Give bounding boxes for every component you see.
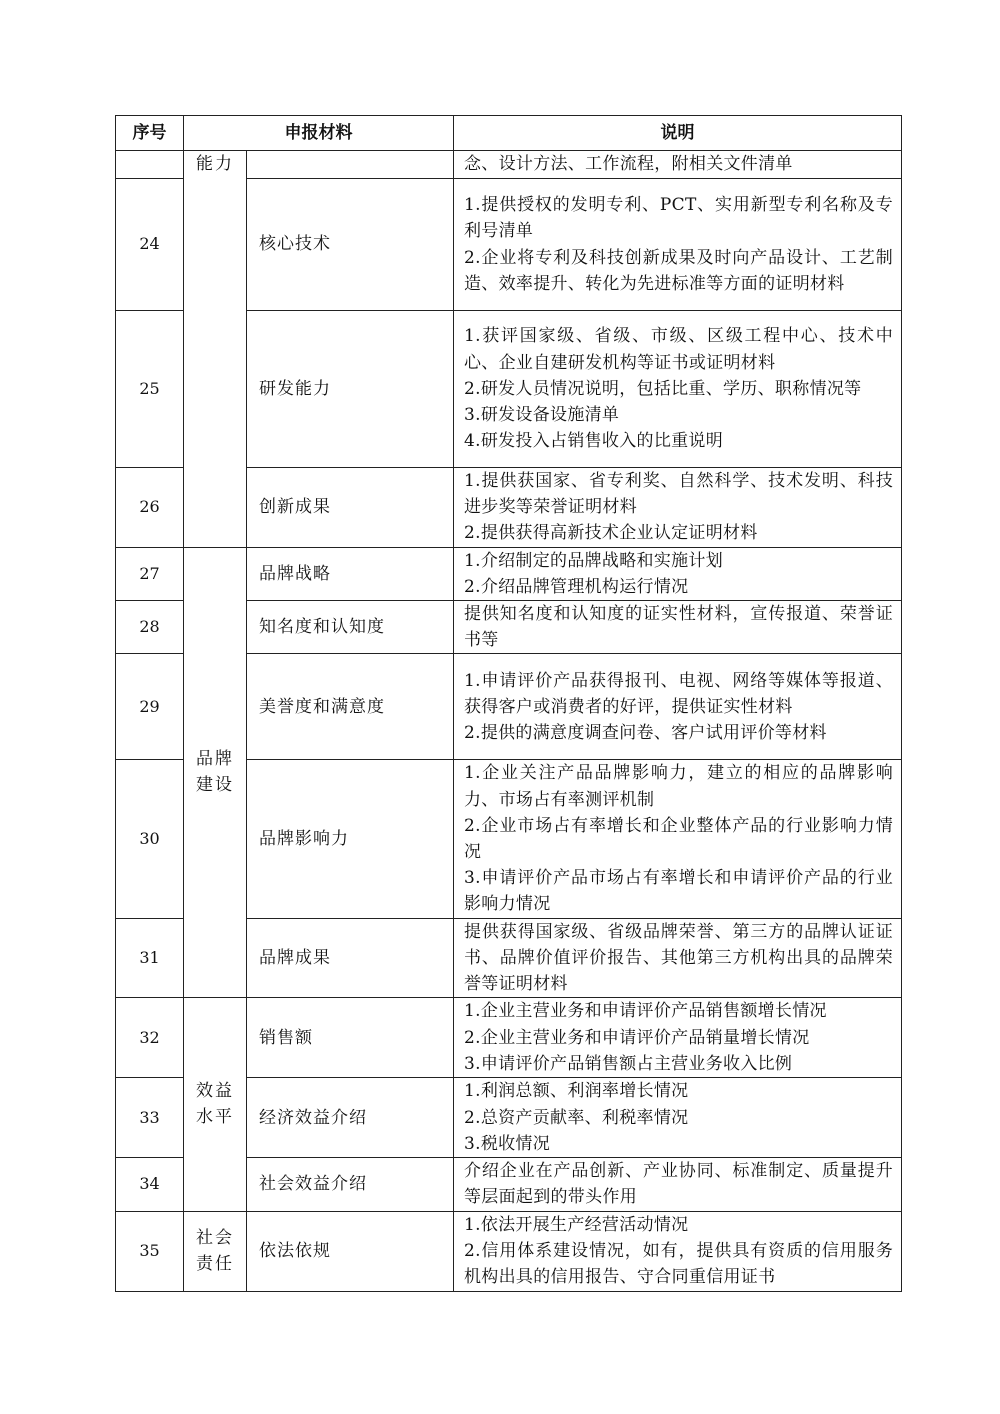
desc-line: 提供获得国家级、省级品牌荣誉、第三方的品牌认证证书、品牌价值评价报告、其他第三方机构出具的品牌荣誉等证明材料 xyxy=(464,921,893,995)
item-name: 经济效益介绍 xyxy=(247,1078,454,1158)
row-description xyxy=(454,179,902,311)
item-name: 美誉度和满意度 xyxy=(247,654,454,760)
desc-line: 2.提供获得高新技术企业认定证明材料 xyxy=(464,523,758,544)
desc-line: 1.申请评价产品获得报刊、电视、网络等媒体等报道、获得客户或消费者的好评，提供证实性材料 xyxy=(464,670,893,717)
header-desc: 说明 xyxy=(454,116,902,151)
row-number xyxy=(116,151,184,179)
category-brand: 品牌建设 xyxy=(184,547,247,998)
item-name: 社会效益介绍 xyxy=(247,1158,454,1211)
row-number: 32 xyxy=(116,998,184,1078)
row-description xyxy=(454,547,902,600)
desc-line: 2.总资产贡献率、利税率情况 xyxy=(464,1107,689,1128)
row-description xyxy=(454,1078,902,1158)
header-no: 序号 xyxy=(116,116,184,151)
desc-line: 1.依法开展生产经营活动情况 xyxy=(464,1214,689,1235)
item-name xyxy=(247,151,454,179)
row-number: 34 xyxy=(116,1158,184,1211)
item-name: 创新成果 xyxy=(247,468,454,548)
row-number: 26 xyxy=(116,468,184,548)
item-name: 销售额 xyxy=(247,998,454,1078)
row-number: 25 xyxy=(116,311,184,468)
table-row xyxy=(116,151,902,179)
row-number: 24 xyxy=(116,179,184,311)
row-description xyxy=(454,918,902,998)
row-description xyxy=(454,1158,902,1211)
desc-line: 3.税收情况 xyxy=(464,1133,551,1154)
desc-line: 1.企业关注产品品牌影响力，建立的相应的品牌影响力、市场占有率测评机制 xyxy=(464,763,893,810)
desc-line: 4.研发投入占销售收入的比重说明 xyxy=(464,431,724,452)
desc-line: 1.企业主营业务和申请评价产品销售额增长情况 xyxy=(464,1001,827,1022)
desc-line: 介绍企业在产品创新、产业协同、标准制定、质量提升等层面起到的带头作用 xyxy=(464,1161,893,1208)
row-number: 27 xyxy=(116,547,184,600)
row-number: 31 xyxy=(116,918,184,998)
item-name: 依法依规 xyxy=(247,1211,454,1291)
row-number: 35 xyxy=(116,1211,184,1291)
desc-line: 1.提供获国家、省专利奖、自然科学、技术发明、科技进步奖等荣誉证明材料 xyxy=(464,471,893,518)
row-description xyxy=(454,998,902,1078)
category-social: 社会责任 xyxy=(184,1211,247,1291)
application-materials-table xyxy=(115,115,902,1292)
desc-line: 1.介绍制定的品牌战略和实施计划 xyxy=(464,550,724,571)
desc-line: 1.获评国家级、省级、市级、区级工程中心、技术中心、企业自建研发机构等证书或证明材料 xyxy=(464,326,893,373)
desc-line: 念、设计方法、工作流程，附相关文件清单 xyxy=(464,154,793,175)
row-number: 33 xyxy=(116,1078,184,1158)
table-row xyxy=(116,1211,902,1291)
desc-line: 2.企业市场占有率增长和企业整体产品的行业影响力情况 xyxy=(464,815,893,863)
row-description xyxy=(454,601,902,654)
table-row xyxy=(116,547,902,600)
category-innovation xyxy=(184,151,247,548)
desc-line: 2.企业将专利及科技创新成果及时向产品设计、工艺制造、效率提升、转化为先进标准等方面的证明材料 xyxy=(464,247,893,294)
item-name: 品牌影响力 xyxy=(247,760,454,918)
desc-line: 2.信用体系建设情况，如有，提供具有资质的信用服务机构出具的信用报告、守合同重信用证书 xyxy=(464,1241,893,1288)
category-benefit: 效益水平 xyxy=(184,998,247,1211)
item-name: 品牌战略 xyxy=(247,547,454,600)
row-description xyxy=(454,151,902,179)
desc-line: 2.研发人员情况说明，包括比重、学历、职称情况等 xyxy=(464,378,862,399)
document-page xyxy=(115,115,901,1292)
item-name: 研发能力 xyxy=(247,311,454,468)
row-description xyxy=(454,760,902,918)
item-name: 知名度和认知度 xyxy=(247,601,454,654)
desc-line: 2.企业主营业务和申请评价产品销量增长情况 xyxy=(464,1027,810,1048)
row-description xyxy=(454,654,902,760)
item-name: 品牌成果 xyxy=(247,918,454,998)
category-label: 能力 xyxy=(196,154,234,174)
desc-line: 1.利润总额、利润率增长情况 xyxy=(464,1081,689,1102)
row-description xyxy=(454,1211,902,1291)
desc-line: 3.申请评价产品市场占有率增长和申请评价产品的行业影响力情况 xyxy=(464,868,893,915)
desc-line: 2.介绍品牌管理机构运行情况 xyxy=(464,576,689,597)
row-number: 28 xyxy=(116,601,184,654)
table-header-row xyxy=(116,116,902,151)
item-name: 核心技术 xyxy=(247,179,454,311)
desc-line: 2.提供的满意度调查问卷、客户试用评价等材料 xyxy=(464,723,827,744)
table-row xyxy=(116,998,902,1078)
desc-line: 3.申请评价产品销售额占主营业务收入比例 xyxy=(464,1053,793,1074)
row-description xyxy=(454,468,902,548)
desc-line: 提供知名度和认知度的证实性材料，宣传报道、荣誉证书等 xyxy=(464,604,893,651)
row-number: 30 xyxy=(116,760,184,918)
row-description xyxy=(454,311,902,468)
row-number: 29 xyxy=(116,654,184,760)
desc-line: 3.研发设备设施清单 xyxy=(464,405,620,426)
desc-line: 1.提供授权的发明专利、PCT、实用新型专利名称及专利号清单 xyxy=(464,195,893,242)
header-material: 申报材料 xyxy=(184,116,454,151)
